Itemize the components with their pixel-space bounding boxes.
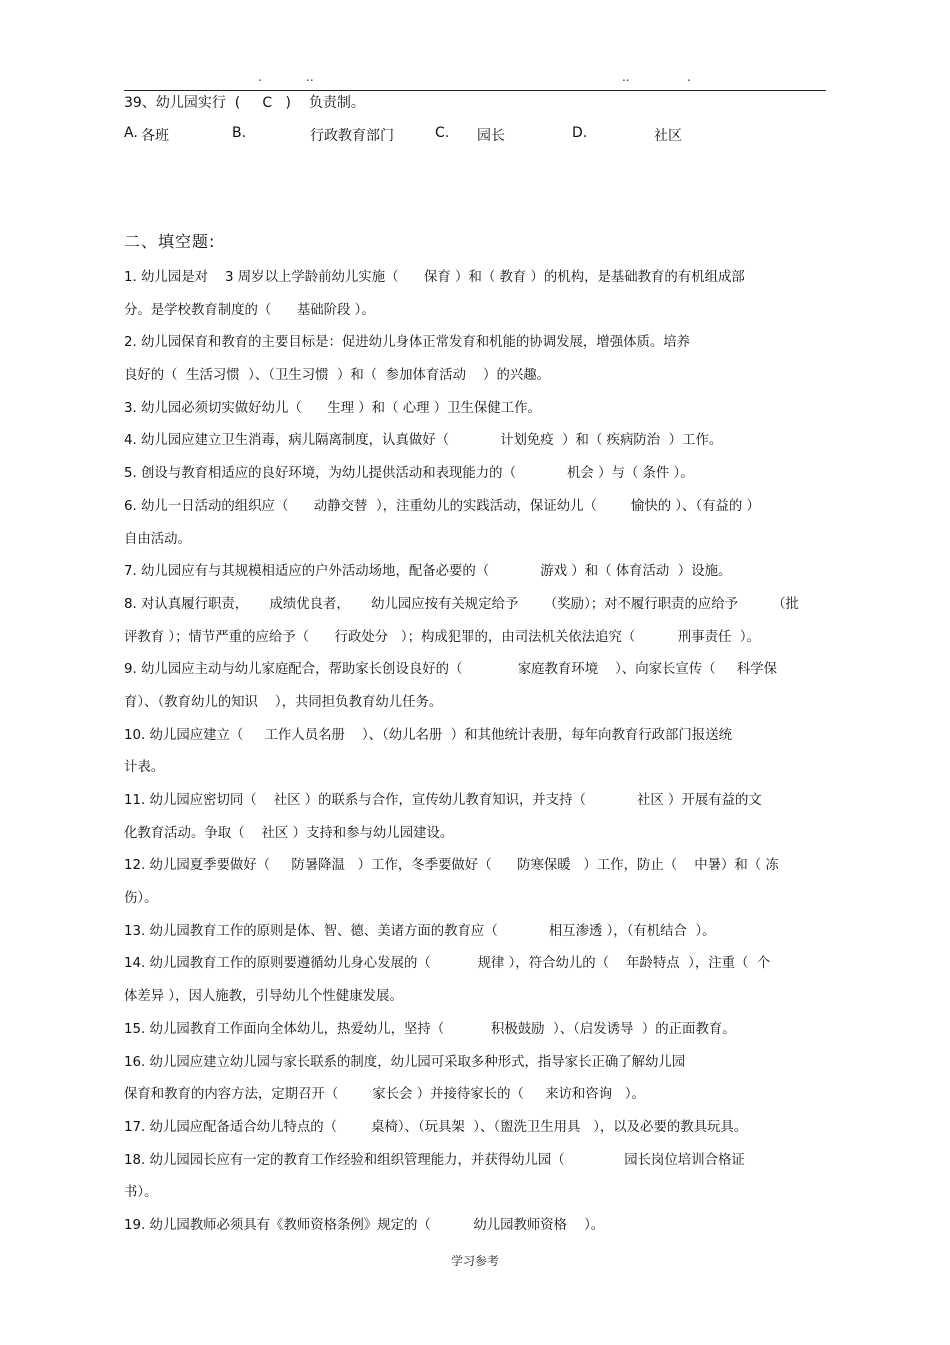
text-line: 17. 幼儿园应配备适合幼儿特点的（ 桌椅）、（玩具架 ）、（盥洗卫生用具 ），以及必要的教具玩具。 — [124, 1119, 748, 1135]
text-line: 10. 幼儿园应建立（ 工作人员名册 ）、（幼儿名册 ）和其他统计表册，每年向教育行政部门报送统 — [124, 727, 732, 743]
text-line: 评教育 ）；情节严重的应给予（ 行政处分 ）；构成犯罪的，由司法机关依法追究（ 刑事责任 ）。 — [124, 629, 760, 645]
text-line: 8. 对认真履行职责， 成绩优良者， 幼儿园应按有关规定给予 （奖励）；对不履行职责的应给予 （批 — [124, 596, 799, 612]
text-line: 9. 幼儿园应主动与幼儿家庭配合，帮助家长创设良好的（ 家庭教育环境 ）、向家长宣传（ 科学保 — [124, 662, 777, 678]
text-line: 分。是学校教育制度的（ 基础阶段 ）。 — [124, 302, 375, 318]
text-line: 自由活动。 — [124, 531, 191, 547]
text-line: 16. 幼儿园应建立幼儿园与家长联系的制度，幼儿园可采取多种形式，指导家长正确了解幼儿园 — [124, 1054, 686, 1070]
text-line: 4. 幼儿园应建立卫生消毒，病儿隔离制度，认真做好（ 计划免疫 ）和（ 疾病防治 ）工作。 — [124, 433, 723, 449]
text-line: 计表。 — [124, 760, 165, 776]
text-line: 12. 幼儿园夏季要做好（ 防暑降温 ）工作，冬季要做好（ 防寒保暖 ）工作，防止（ 中暑）和（ 冻 — [124, 858, 779, 874]
text-line: 11. 幼儿园应密切同（ 社区 ）的联系与合作，宣传幼儿教育知识，并支持（ 社区 ）开展有益的文 — [124, 793, 762, 808]
text-line: 5. 创设与教育相适应的良好环境，为幼儿提供活动和表现能力的（ 机会 ）与（ 条件 ）。 — [124, 466, 694, 482]
option-d-text: 社区 — [654, 128, 682, 144]
header-dot: .. — [306, 70, 314, 84]
text-line: 保育和教育的内容方法，定期召开（ 家长会 ）并接待家长的（ 来访和咨询 ）。 — [124, 1087, 645, 1103]
text-line: 化教育活动。争取（ 社区 ）支持和参与幼儿园建设。 — [124, 825, 454, 841]
header-dot: .. — [622, 70, 630, 84]
text-line: 7. 幼儿园应有与其规模相适应的户外活动场地，配备必要的（ 游戏 ）和（ 体育活动 ）设施。 — [124, 564, 732, 580]
text-line: 19. 幼儿园教师必须具有《教师资格条例》规定的（ 幼儿园教师资格 ）。 — [124, 1217, 605, 1233]
text-line: 3. 幼儿园必须切实做好幼儿（ 生理 ）和（ 心理 ）卫生保健工作。 — [124, 400, 541, 416]
text-line: 14. 幼儿园教育工作的原则要遵循幼儿身心发展的（ 规律 ），符合幼儿的（ 年龄特点 ），注重（ 个 — [124, 956, 771, 972]
option-b-text: 行政教育部门 — [310, 128, 394, 144]
text-line: 18. 幼儿园园长应有一定的教育工作经验和组织管理能力，并获得幼儿园（ 园长岗位培训合格证 — [124, 1152, 745, 1168]
page-header — [124, 70, 826, 90]
option-a-letter: A. — [124, 125, 138, 141]
text-line: 1. 幼儿园是对 3 周岁以上学龄前幼儿实施（ 保育 ）和（ 教育 ）的机构，是基础教育的有机组成部 — [124, 270, 745, 285]
text-line: 伤）。 — [124, 891, 158, 907]
header-dot: . — [258, 70, 262, 84]
text-line: 书）。 — [124, 1185, 158, 1201]
option-d-letter: D. — [572, 125, 588, 141]
text-line: 良好的（ 生活习惯 ）、（卫生习惯 ）和（ 参加体育活动 ）的兴趣。 — [124, 368, 551, 384]
text-line: 13. 幼儿园教育工作的原则是体、智、德、美诸方面的教育应（ 相互渗透 ），（有机结合 ）。 — [124, 923, 716, 939]
question-39-options — [124, 125, 826, 143]
page-footer: 学习参考 — [450, 1254, 499, 1268]
text-line: 2. 幼儿园保育和教育的主要目标是：促进幼儿身体正常发育和机能的协调发展，增强体质。培养 — [124, 335, 691, 351]
fill-in-list — [124, 262, 829, 1243]
option-c-text: 园长 — [477, 128, 505, 144]
text-line: 15. 幼儿园教育工作面向全体幼儿，热爱幼儿，坚持（ 积极鼓励 ）、（启发诱导 ）的正面教育。 — [124, 1021, 736, 1037]
question-39-stem: 39、幼儿园实行 ( C ) 负责制。 — [124, 95, 365, 111]
text-line: 育）、（教育幼儿的知识 ），共同担负教育幼儿任务。 — [124, 694, 443, 710]
option-c-letter: C. — [435, 125, 450, 141]
option-b-letter: B. — [232, 125, 247, 141]
header-rule — [124, 90, 826, 91]
header-dot: . — [687, 70, 691, 84]
section-title: 二、填空题: — [124, 232, 216, 251]
option-a-text: 各班 — [141, 128, 169, 144]
text-line: 6. 幼儿一日活动的组织应（ 动静交替 ），注重幼儿的实践活动，保证幼儿（ 愉快的 ）、（有益的 ） — [124, 498, 760, 514]
text-line: 体差异 ），因人施教，引导幼儿个性健康发展。 — [124, 989, 403, 1005]
